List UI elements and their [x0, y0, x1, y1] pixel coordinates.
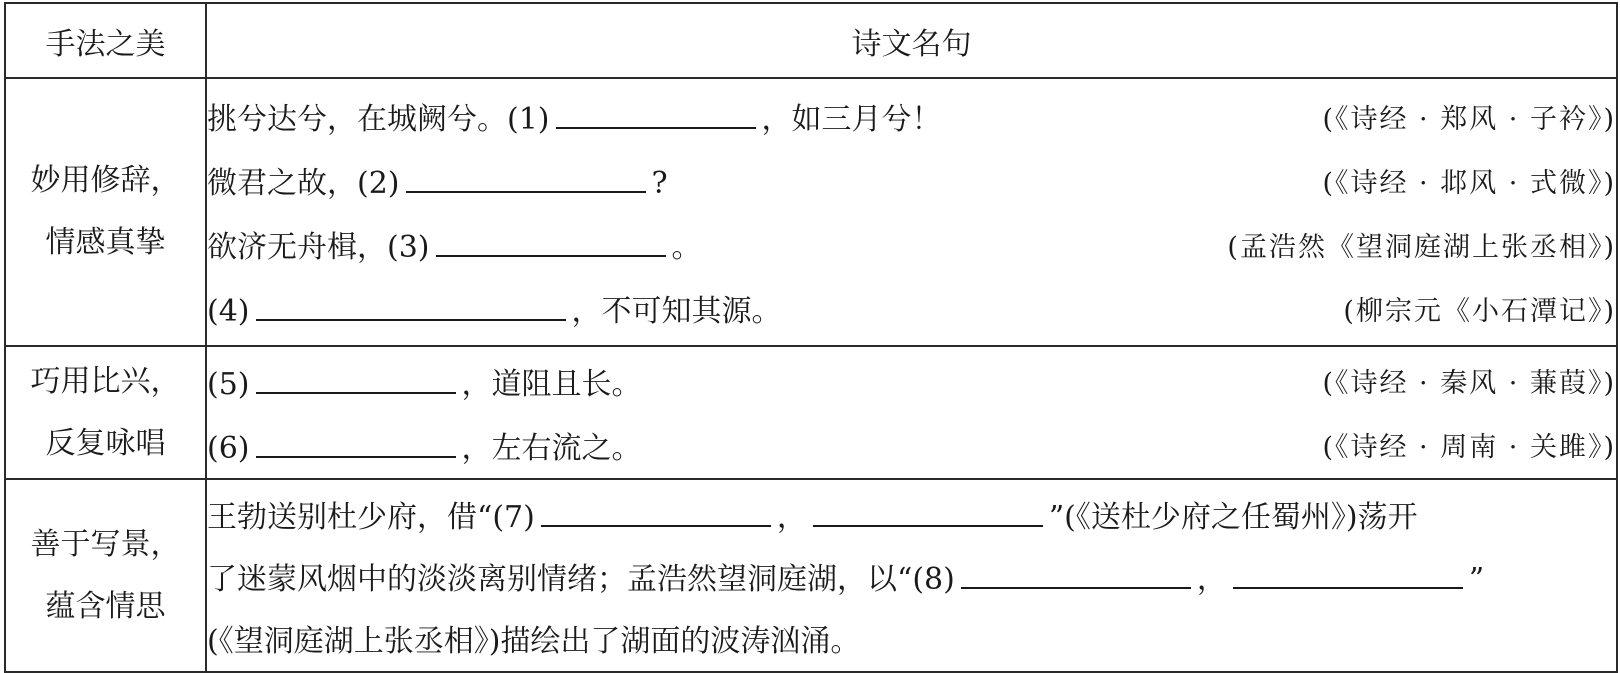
poetry-table	[4, 2, 1618, 673]
verses-cell	[206, 479, 1617, 672]
answer-blank[interactable]	[556, 97, 756, 129]
verse-text: (4) ，不可知其源。	[207, 286, 782, 330]
category-line: 情感真挚	[45, 225, 166, 260]
verse-text: 挑兮达兮，在城阙兮。(1) ，如三月兮！	[207, 94, 942, 138]
group-row-analogy	[5, 346, 1617, 479]
answer-blank[interactable]	[813, 495, 1043, 527]
category-line: 巧用比兴，	[30, 363, 181, 399]
category-line: 蕴含情思	[45, 588, 166, 624]
verse-line	[207, 84, 1616, 148]
answer-blank[interactable]	[256, 289, 566, 321]
category-line: 善于写景，	[30, 526, 181, 562]
category-cell	[5, 78, 206, 346]
verse-line	[207, 349, 1616, 413]
answer-blank[interactable]	[406, 161, 646, 193]
paragraph-text: 了迷蒙风烟中的淡淡离别情绪；孟浩然望洞庭湖，以“(8) ， ”	[207, 554, 1484, 598]
verses-cell	[206, 346, 1617, 479]
verse-source: (《诗经 · 邶风 · 式微》)	[1322, 167, 1616, 199]
answer-blank[interactable]	[1233, 557, 1463, 589]
verse-line	[207, 212, 1616, 276]
paragraph-line	[207, 545, 1616, 607]
verse-source: (《诗经 · 郑风 · 子衿》)	[1322, 103, 1616, 135]
header-technique: 手法之美	[5, 3, 206, 78]
verse-source: (柳宗元《小石潭记》)	[1343, 295, 1616, 327]
group-row-scenery	[5, 479, 1617, 672]
verse-text: 欲济无舟楫，(3) 。	[207, 222, 702, 266]
category-line: 妙用修辞，	[30, 163, 181, 198]
paragraph-line	[207, 483, 1616, 545]
answer-blank[interactable]	[256, 426, 456, 458]
verse-text: 微君之故，(2) ?	[207, 158, 668, 202]
paragraph-line	[207, 607, 1616, 669]
category-line: 反复咏唱	[45, 425, 166, 461]
answer-blank[interactable]	[256, 362, 456, 394]
paragraph-text: (《望洞庭湖上张丞相》)描绘出了湖面的波涛汹涌。	[207, 623, 861, 659]
answer-blank[interactable]	[961, 557, 1191, 589]
verse-text: (6) ，左右流之。	[207, 423, 642, 467]
verse-line	[207, 276, 1616, 340]
verse-line	[207, 413, 1616, 477]
verses-cell	[206, 78, 1617, 346]
answer-blank[interactable]	[436, 225, 666, 257]
verse-source: (孟浩然《望洞庭湖上张丞相》)	[1227, 231, 1616, 263]
answer-blank[interactable]	[541, 495, 771, 527]
header-verses: 诗文名句	[206, 3, 1617, 78]
category-cell	[5, 479, 206, 672]
paragraph-text: 王勃送别杜少府，借“(7) ， ”(《送杜少府之任蜀州》)荡开	[207, 492, 1418, 536]
header-row	[5, 3, 1617, 78]
verse-source: (《诗经 · 秦风 · 蒹葭》)	[1322, 368, 1616, 399]
category-cell	[5, 346, 206, 479]
verse-source: (《诗经 · 周南 · 关雎》)	[1322, 432, 1616, 463]
verse-line	[207, 148, 1616, 212]
verse-text: (5) ，道阻且长。	[207, 359, 642, 403]
group-row-rhetoric	[5, 78, 1617, 346]
